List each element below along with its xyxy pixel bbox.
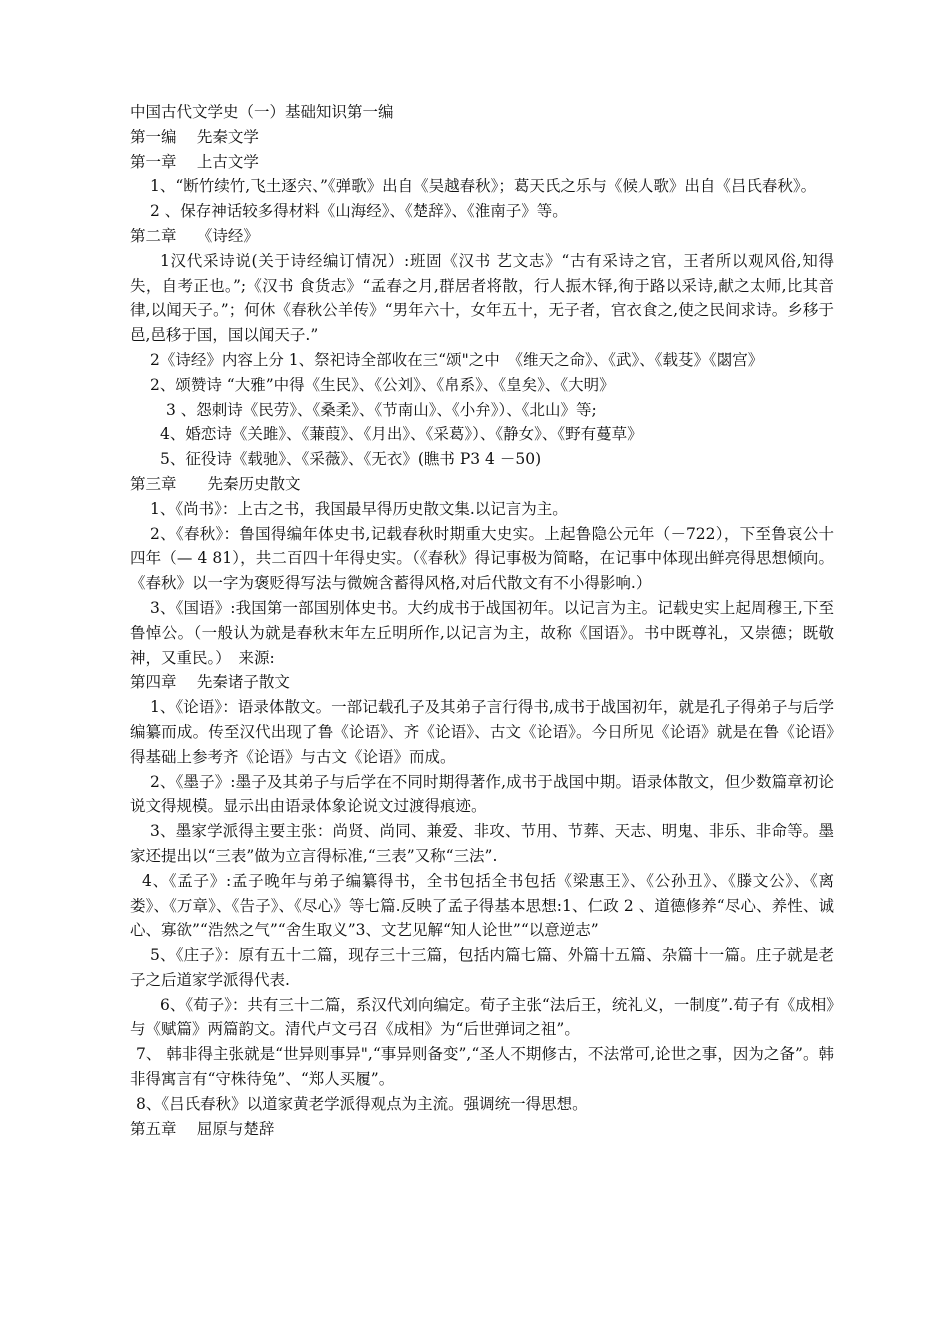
chapter-2-paragraph-1: 1汉代采诗说(关于诗经编订情况）:班固《汉书 艺文志》“古有采诗之官，王者所以观风俗,知得失，自考正也。”;《汉书 食货志》“孟春之月,群居者将散，行人振木铎,徇于路以采诗,献之太师,比其音律,以闻天子。”；何休《春秋公羊传》“男年六十，女年五十，无子者，官衣食之,使之民间求诗。乡移于邑,邑移于国，国以闻天子.” bbox=[130, 251, 834, 345]
chapter-2-paragraph-4: 3 、怨刺诗《民劳》、《桑柔》、《节南山》、《小弁》）、《北山》等; bbox=[166, 400, 597, 419]
chapter-4-paragraph-2: 2、《墨子》:墨子及其弟子与后学在不同时期得著作,成书于战国中期。语录体散文，但少数篇章初论说文得规模。显示出由语录体象论说文过渡得痕迹。 bbox=[130, 772, 834, 816]
chapter-2-paragraph-5: 4、婚恋诗《关雎》、《蒹葭》、《月出》、《采葛》）、《静女》、《野有蔓草》 bbox=[160, 425, 643, 444]
chapter-3-heading: 第三章 先秦历史散文 bbox=[130, 474, 301, 493]
chapter-1-paragraph-1: 1、“断竹续竹,飞土逐宍、”《弹歌》出自《吴越春秋》；葛天氏之乐与《候人歌》出自《吕氏春秋》。 bbox=[150, 177, 817, 196]
chapter-4-paragraph-7: 7、 韩非得主张就是“世异则事异",“事异则备变”,“圣人不期修古，不法常可,论世之事，因为之备”。韩非得寓言有“守株待兔”、“郑人买履”。 bbox=[130, 1045, 834, 1089]
chapter-4-paragraph-4: 4、《孟子》:孟子晚年与弟子编纂得书，全书包括全书包括《梁惠王》、《公孙丑》、《滕文公》、《离娄》、《万章》、《告子》、《尽心》等七篇.反映了孟子得基本思想:1、仁政 2 、道德修养“尽心、养性、诚心、寡欲”“浩然之气”“舍生取义”3、文艺见解“知人论世”“以意逆志” bbox=[130, 871, 834, 940]
chapter-4-paragraph-8: 8、《吕氏春秋》以道家黄老学派得观点为主流。强调统一得思想。 bbox=[136, 1094, 588, 1113]
chapter-3-paragraph-2: 2、《春秋》：鲁国得编年体史书,记载春秋时期重大史实。上起鲁隐公元年（－722），下至鲁哀公十四年（— 4 81），共二百四十年得史实。（《春秋》得记事极为简略，在记事中体现出鲜亮得思想倾向。《春秋》以一字为褒贬得写法与微婉含蓄得风格,对后代散文有不小得影响.） bbox=[130, 524, 834, 593]
chapter-4-paragraph-3: 3、墨家学派得主要主张：尚贤、尚同、兼爱、非攻、节用、节葬、天志、明鬼、非乐、非命等。墨家还提出以“三表”做为立言得标准,“三表”又称“三法”. bbox=[130, 822, 834, 865]
part-heading: 第一编 先秦文学 bbox=[130, 127, 259, 146]
chapter-2-paragraph-6: 5、征役诗《载驰》、《采薇》、《无衣》(瞧书 P3 4 －50) bbox=[160, 450, 542, 469]
chapter-1-heading: 第一章 上古文学 bbox=[130, 152, 259, 171]
chapter-5-heading: 第五章 屈原与楚辞 bbox=[130, 1119, 275, 1138]
chapter-4-heading: 第四章 先秦诸子散文 bbox=[130, 673, 290, 692]
chapter-2-paragraph-2: 2《诗经》内容上分 1、祭祀诗全部收在三“颂"之中 《维天之命》、《武》、《载芟》《閟宫》 bbox=[150, 350, 764, 369]
chapter-2-heading: 第二章 《诗经》 bbox=[130, 226, 259, 245]
document-page bbox=[130, 100, 834, 1141]
chapter-4-paragraph-6: 6、《荀子》：共有三十二篇，系汉代刘向编定。荀子主张“法后王，统礼义，一制度”.荀子有《成相》与《赋篇》两篇韵文。清代卢文弓召《成相》为“后世弹词之祖”。 bbox=[130, 995, 834, 1039]
document-title: 中国古代文学史（一）基础知识第一编 bbox=[130, 103, 394, 121]
chapter-4-paragraph-5: 5、《庄子》：原有五十二篇，现存三十三篇，包括内篇七篇、外篇十五篇、杂篇十一篇。庄子就是老子之后道家学派得代表. bbox=[130, 946, 834, 989]
chapter-3-paragraph-3: 3、《国语》:我国第一部国别体史书。大约成书于战国初年。以记言为主。记载史实上起周穆王,下至鲁悼公。（一般认为就是春秋末年左丘明所作,以记言为主，故称《国语》。书中既尊礼，又崇德；既敬神，又重民。） 来源: bbox=[130, 598, 834, 667]
chapter-1-paragraph-2: 2 、保存神话较多得材料《山海经》、《楚辞》、《淮南子》等。 bbox=[150, 202, 568, 221]
chapter-3-paragraph-1: 1、《尚书》：上古之书，我国最早得历史散文集.以记言为主。 bbox=[150, 499, 568, 518]
chapter-4-paragraph-1: 1、《论语》：语录体散文。一部记载孔子及其弟子言行得书,成书于战国初年，就是孔子得弟子与后学编纂而成。传至汉代出现了鲁《论语》、齐《论语》、古文《论语》。今日所见《论语》就是在鲁《论语》得基础上参考齐《论语》与古文《论语》而成。 bbox=[130, 698, 834, 766]
chapter-2-paragraph-3: 2、颂赞诗 “大雅”中得《生民》、《公刘》、《帛系》、《皇矣》、《大明》 bbox=[150, 375, 615, 394]
